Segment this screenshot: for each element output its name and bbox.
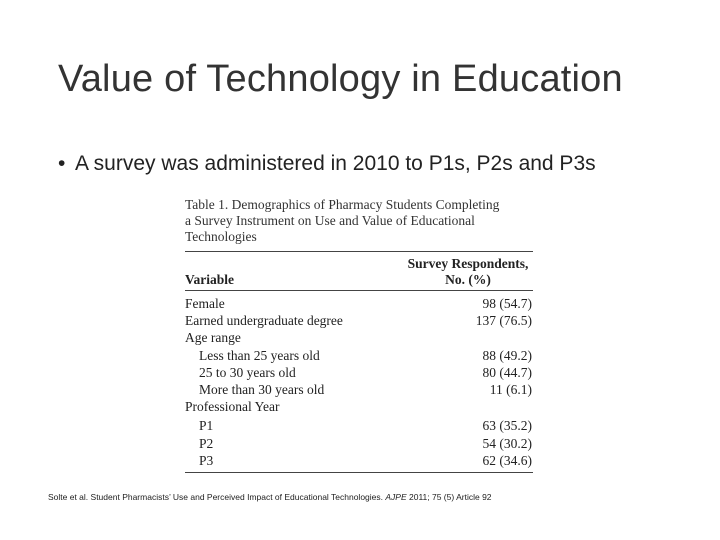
bullet-marker: • xyxy=(58,152,66,175)
table-caption xyxy=(185,197,533,245)
row-label: 25 to 30 years old xyxy=(199,364,296,380)
row-value: 137 (76.5) xyxy=(475,313,532,329)
row-value: 80 (44.7) xyxy=(482,364,532,380)
table-header-rule xyxy=(185,290,533,291)
header-respondents-line-2: No. (%) xyxy=(445,272,491,287)
row-label: P3 xyxy=(199,452,214,468)
table-row xyxy=(185,329,533,346)
caption-line-3: Technologies xyxy=(185,229,257,244)
row-value xyxy=(453,398,533,415)
slide-title: Value of Technology in Education xyxy=(58,58,623,100)
table-row xyxy=(185,312,533,329)
demographics-table xyxy=(185,197,533,473)
table-row xyxy=(185,364,533,381)
bullet-text: A survey was administered in 2010 to P1s, P2s and P3s xyxy=(75,152,596,175)
caption-line-2: a Survey Instrument on Use and Value of Educational xyxy=(185,213,475,228)
table-row xyxy=(185,381,533,398)
bullet-item xyxy=(58,150,668,177)
citation-journal: AJPE xyxy=(385,492,407,502)
row-label: More than 30 years old xyxy=(199,382,325,398)
table-bottom-rule xyxy=(185,472,533,473)
row-label: P2 xyxy=(199,435,214,451)
table-row xyxy=(185,295,533,312)
row-label: Earned undergraduate degree xyxy=(185,313,343,329)
table-row xyxy=(185,347,533,364)
citation-suffix: 2011; 75 (5) Article 92 xyxy=(406,492,492,502)
row-value: 88 (49.2) xyxy=(482,347,532,363)
citation-prefix: Solte et al. Student Pharmacists’ Use and Perceived Impact of Educational Technologies. xyxy=(48,492,386,502)
row-value: 63 (35.2) xyxy=(482,418,532,434)
row-value: 62 (34.6) xyxy=(482,452,532,468)
header-variable: Variable xyxy=(185,272,235,287)
citation xyxy=(48,492,688,502)
header-respondents xyxy=(403,256,533,288)
row-value: 98 (54.7) xyxy=(482,296,532,311)
table-row xyxy=(185,452,533,469)
row-value: 11 (6.1) xyxy=(489,382,532,398)
table-row xyxy=(185,417,533,434)
table-header xyxy=(185,252,533,290)
row-value: 54 (30.2) xyxy=(482,435,532,451)
row-label: Age range xyxy=(185,330,241,346)
row-label: Professional Year xyxy=(185,399,280,415)
caption-line-1: Table 1. Demographics of Pharmacy Students Completing xyxy=(185,197,500,212)
row-value xyxy=(453,329,533,346)
row-label: Less than 25 years old xyxy=(199,347,320,363)
table-row xyxy=(185,435,533,452)
header-respondents-line-1: Survey Respondents, xyxy=(407,256,529,271)
table-row xyxy=(185,398,533,415)
row-label: Female xyxy=(185,296,225,311)
row-label: P1 xyxy=(199,418,214,434)
